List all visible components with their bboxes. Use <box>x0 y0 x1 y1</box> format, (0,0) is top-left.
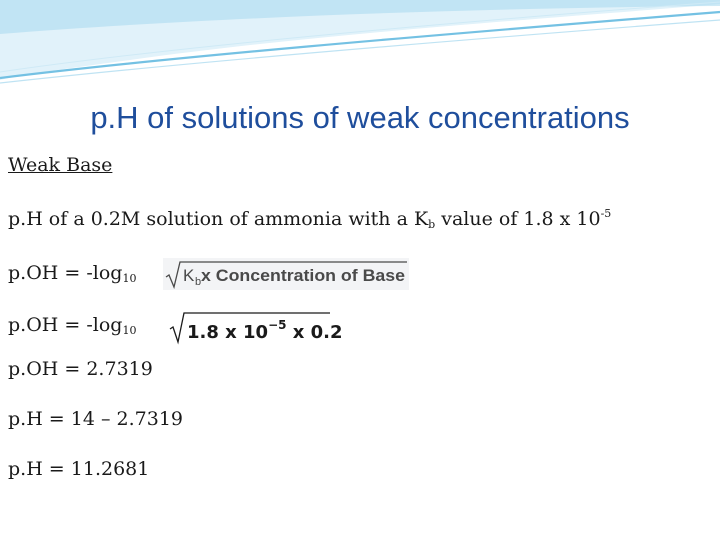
slide-title: p.H of solutions of weak concentrations <box>90 100 630 135</box>
header-wave-decoration <box>0 0 720 90</box>
exponent: -5 <box>600 207 612 220</box>
formula-k: K <box>183 266 195 285</box>
step-1 <box>8 262 136 285</box>
log-base-subscript: 10 <box>122 324 137 337</box>
sqrt-symbol <box>163 258 409 290</box>
problem-statement <box>8 207 611 231</box>
formula-k-sub: b <box>195 276 202 288</box>
step-2 <box>8 314 136 337</box>
formula-rest: x 0.2 <box>286 322 343 343</box>
formula-exponent: −5 <box>268 318 287 332</box>
step-4: p.H = 14 – 2.7319 <box>8 408 184 430</box>
problem-prefix: p.H of a 0.2M solution of ammonia with a K <box>8 208 429 230</box>
formula-general <box>163 258 409 290</box>
formula-base: 1.8 x 10 <box>187 322 269 343</box>
step-5: p.H = 11.2681 <box>8 458 150 480</box>
log-base-subscript: 10 <box>122 272 137 285</box>
step-3: p.OH = 2.7319 <box>8 358 153 380</box>
step-2-text: p.OH = -log <box>8 314 123 336</box>
formula-rest: x Concentration of Base <box>201 267 405 285</box>
formula-numeric <box>168 311 343 349</box>
kb-subscript: b <box>428 218 436 231</box>
subheading: Weak Base <box>8 154 113 176</box>
svg-text:1.8 x 10−5 x 0.2 <box>187 318 343 343</box>
step-1-text: p.OH = -log <box>8 262 123 284</box>
sqrt-symbol <box>168 311 343 345</box>
problem-middle: value of 1.8 x 10 <box>435 208 601 230</box>
